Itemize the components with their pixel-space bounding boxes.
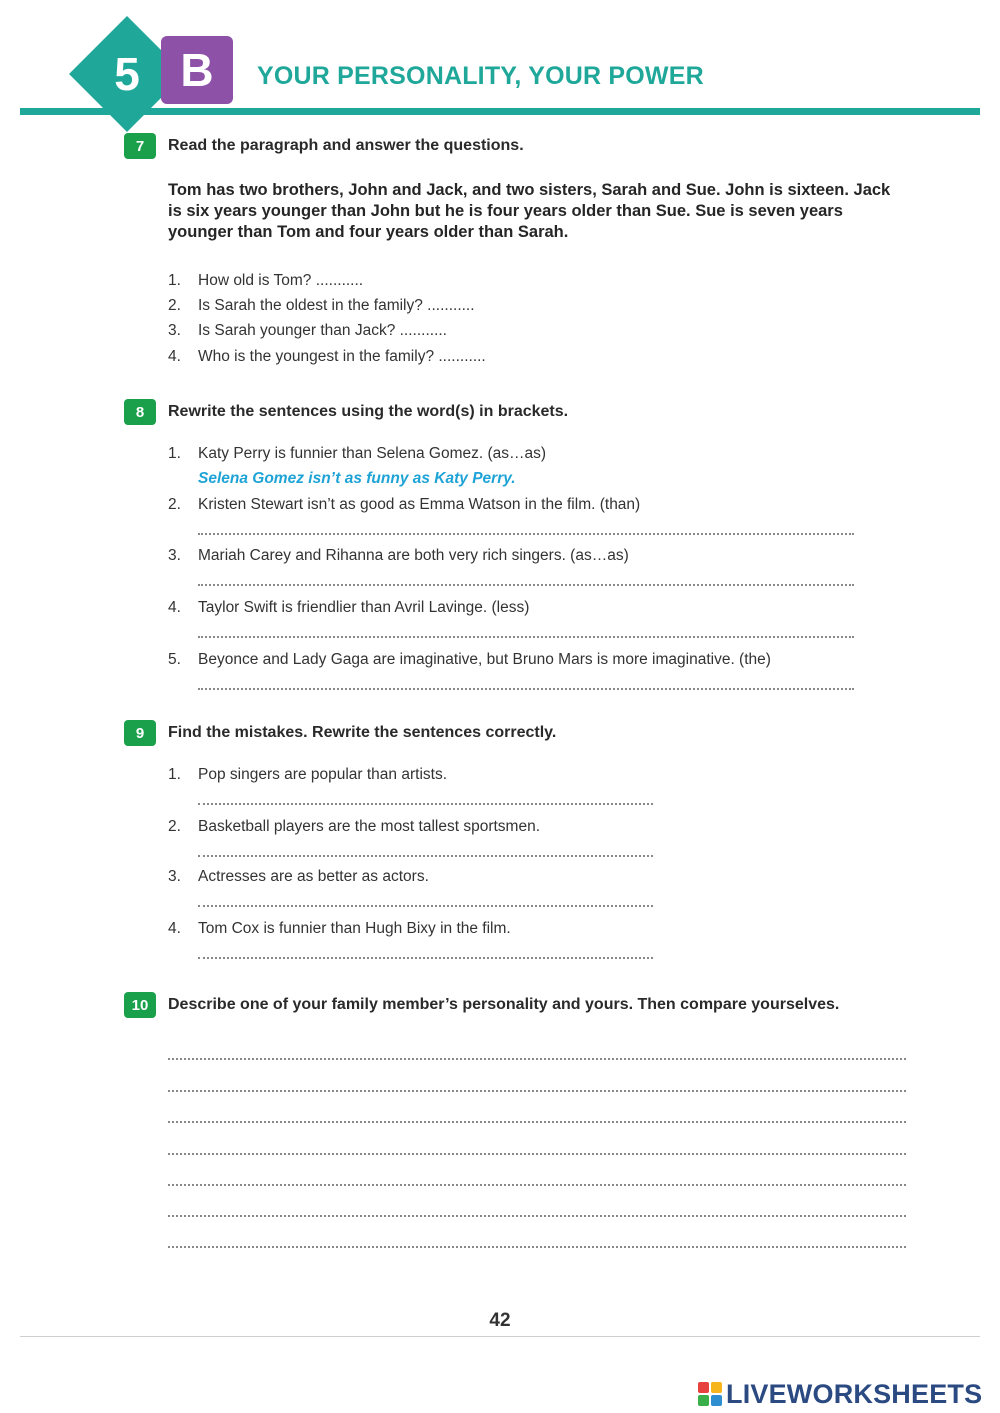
exercise-8-badge: 8 bbox=[124, 399, 156, 425]
lesson-badge: B bbox=[161, 36, 233, 104]
page-number: 42 bbox=[489, 1310, 511, 1331]
ex8-item4-text: Taylor Swift is friendlier than Avril Lavinge. (less) bbox=[198, 599, 530, 616]
ex8-item1-text: Katy Perry is funnier than Selena Gomez. (as…as) bbox=[198, 445, 547, 462]
ex10-answer-line[interactable] bbox=[168, 1153, 906, 1155]
logo-icon bbox=[698, 1382, 722, 1406]
footer-divider bbox=[20, 1336, 980, 1337]
ex8-item2-number: 2. bbox=[168, 496, 181, 513]
ex9-item3-number: 3. bbox=[168, 868, 181, 885]
header-divider bbox=[20, 108, 980, 115]
exercise-9-instruction: Find the mistakes. Rewrite the sentences correctly. bbox=[168, 724, 557, 741]
ex8-item3-number: 3. bbox=[168, 547, 181, 564]
ex7-q3-text[interactable]: Is Sarah younger than Jack? ........... bbox=[198, 322, 447, 339]
ex8-item5-answer-line[interactable] bbox=[198, 688, 854, 690]
exercise-9-badge: 9 bbox=[124, 720, 156, 746]
ex7-q4-text[interactable]: Who is the youngest in the family? ........... bbox=[198, 348, 486, 365]
exercise-7-badge: 7 bbox=[124, 133, 156, 159]
exercise-7-instruction: Read the paragraph and answer the questions. bbox=[168, 137, 524, 154]
unit-title: YOUR PERSONALITY, YOUR POWER bbox=[257, 62, 704, 90]
logo-text: LIVEWORKSHEETS bbox=[726, 1378, 983, 1409]
ex8-item1-example-answer: Selena Gomez isn’t as funny as Katy Perry. bbox=[198, 470, 516, 487]
ex7-q1-number: 1. bbox=[168, 272, 181, 289]
ex9-item2-text: Basketball players are the most tallest sportsmen. bbox=[198, 818, 541, 835]
ex8-item3-text: Mariah Carey and Rihanna are both very rich singers. (as…as) bbox=[198, 547, 629, 564]
ex9-item4-answer-line[interactable] bbox=[198, 957, 653, 959]
ex10-answer-line[interactable] bbox=[168, 1058, 906, 1060]
liveworksheets-logo bbox=[698, 1378, 982, 1410]
ex7-q2-number: 2. bbox=[168, 297, 181, 314]
ex10-answer-line[interactable] bbox=[168, 1184, 906, 1186]
ex9-item3-answer-line[interactable] bbox=[198, 905, 653, 907]
ex8-item4-number: 4. bbox=[168, 599, 181, 616]
exercise-7-paragraph: Tom has two brothers, John and Jack, and two sisters, Sarah and Sue. John is sixteen. Jack is six years younger than John but he is four years older than Sue. Sue is seven years younger than Tom and four years older than Sarah. bbox=[168, 181, 891, 241]
ex10-answer-line[interactable] bbox=[168, 1090, 906, 1092]
ex7-q1-text[interactable]: How old is Tom? ........... bbox=[198, 272, 364, 289]
ex9-item1-answer-line[interactable] bbox=[198, 803, 653, 805]
exercise-8-instruction: Rewrite the sentences using the word(s) in brackets. bbox=[168, 403, 569, 420]
ex10-answer-line[interactable] bbox=[168, 1246, 906, 1248]
exercise-10-instruction: Describe one of your family member’s personality and yours. Then compare yourselves. bbox=[168, 996, 840, 1013]
ex8-item4-answer-line[interactable] bbox=[198, 636, 854, 638]
ex9-item4-number: 4. bbox=[168, 920, 181, 937]
ex8-item2-text: Kristen Stewart isn’t as good as Emma Watson in the film. (than) bbox=[198, 496, 641, 513]
ex7-q3-number: 3. bbox=[168, 322, 181, 339]
ex9-item2-answer-line[interactable] bbox=[198, 855, 653, 857]
ex7-q2-text[interactable]: Is Sarah the oldest in the family? ........... bbox=[198, 297, 475, 314]
ex9-item1-number: 1. bbox=[168, 766, 181, 783]
unit-number: 5 bbox=[114, 48, 140, 100]
ex8-item5-text: Beyonce and Lady Gaga are imaginative, but Bruno Mars is more imaginative. (the) bbox=[198, 651, 771, 668]
ex9-item3-text: Actresses are as better as actors. bbox=[198, 868, 429, 885]
ex8-item5-number: 5. bbox=[168, 651, 181, 668]
ex8-item1-number: 1. bbox=[168, 445, 181, 462]
ex8-item2-answer-line[interactable] bbox=[198, 533, 854, 535]
exercise-10-badge: 10 bbox=[124, 992, 156, 1018]
ex9-item2-number: 2. bbox=[168, 818, 181, 835]
ex10-answer-line[interactable] bbox=[168, 1121, 906, 1123]
ex8-item3-answer-line[interactable] bbox=[198, 584, 854, 586]
ex10-answer-line[interactable] bbox=[168, 1215, 906, 1217]
ex7-q4-number: 4. bbox=[168, 348, 181, 365]
ex9-item1-text: Pop singers are popular than artists. bbox=[198, 766, 447, 783]
ex9-item4-text: Tom Cox is funnier than Hugh Bixy in the film. bbox=[198, 920, 511, 937]
